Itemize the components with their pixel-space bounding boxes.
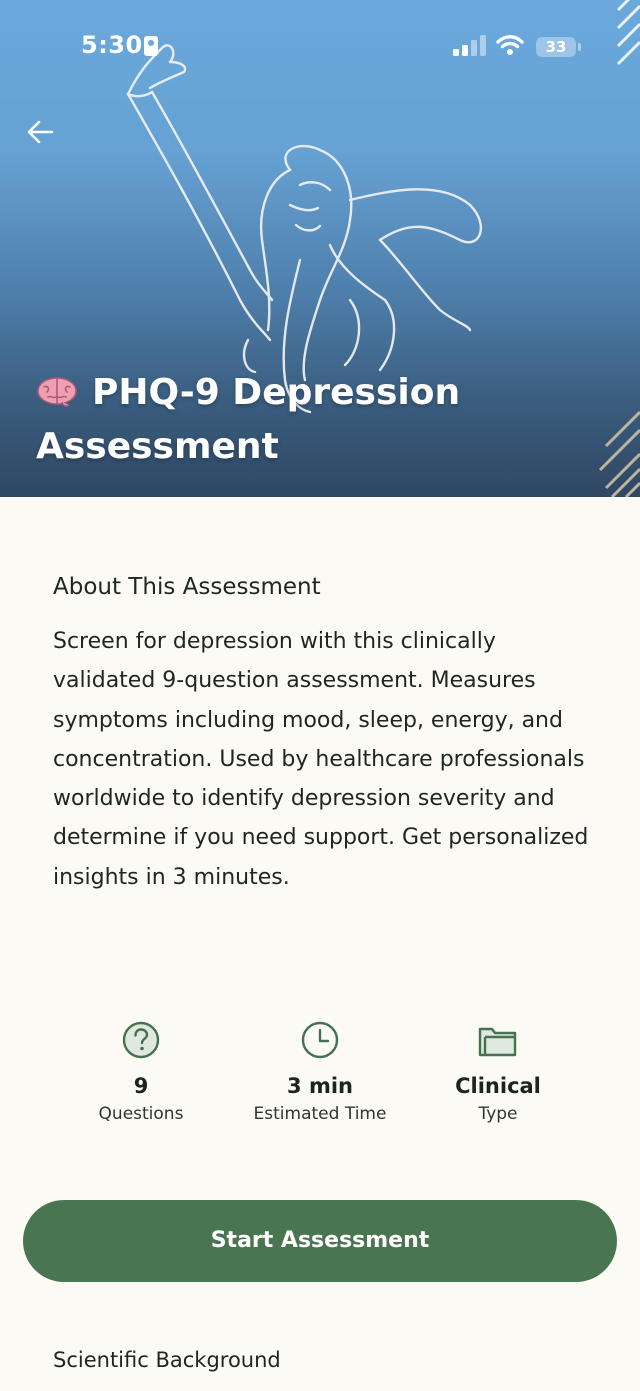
- scientific-background-title: Scientific Background: [53, 1348, 281, 1372]
- stat-label: Type: [478, 1104, 518, 1124]
- stat-type: [408, 1020, 588, 1124]
- brain-icon: [36, 376, 78, 408]
- stat-value: 3 min: [287, 1074, 353, 1098]
- hero-header: [0, 0, 640, 497]
- clock-icon: [300, 1020, 340, 1060]
- stat-questions: [51, 1020, 231, 1124]
- stat-value: Clinical: [455, 1074, 541, 1098]
- about-description: Screen for depression with this clinically validated 9-question assessment. Measures symptoms including mood, sleep, energy, and concentration. Used by healthcare professionals worldwide to identify depression severity and determine if you need support. Get personalized insights in 3 minutes.: [53, 629, 589, 890]
- stat-label: Estimated Time: [253, 1104, 387, 1124]
- cellular-signal-icon: [452, 35, 488, 57]
- page-title-text: PHQ-9 Depression Assessment: [36, 372, 461, 467]
- question-circle-icon: [121, 1020, 161, 1060]
- stat-time: [230, 1020, 410, 1124]
- page-title: [36, 366, 556, 474]
- start-assessment-button[interactable]: Start Assessment: [23, 1200, 617, 1282]
- back-arrow-icon[interactable]: [22, 114, 62, 150]
- about-section-title: About This Assessment: [53, 574, 321, 600]
- battery-indicator: 33: [536, 37, 576, 57]
- stat-label: Questions: [98, 1104, 184, 1124]
- wifi-icon: [496, 34, 524, 56]
- stat-value: 9: [133, 1074, 149, 1098]
- folder-icon: [477, 1020, 519, 1060]
- contact-card-icon: [144, 36, 158, 56]
- status-time: 5:30: [81, 31, 143, 59]
